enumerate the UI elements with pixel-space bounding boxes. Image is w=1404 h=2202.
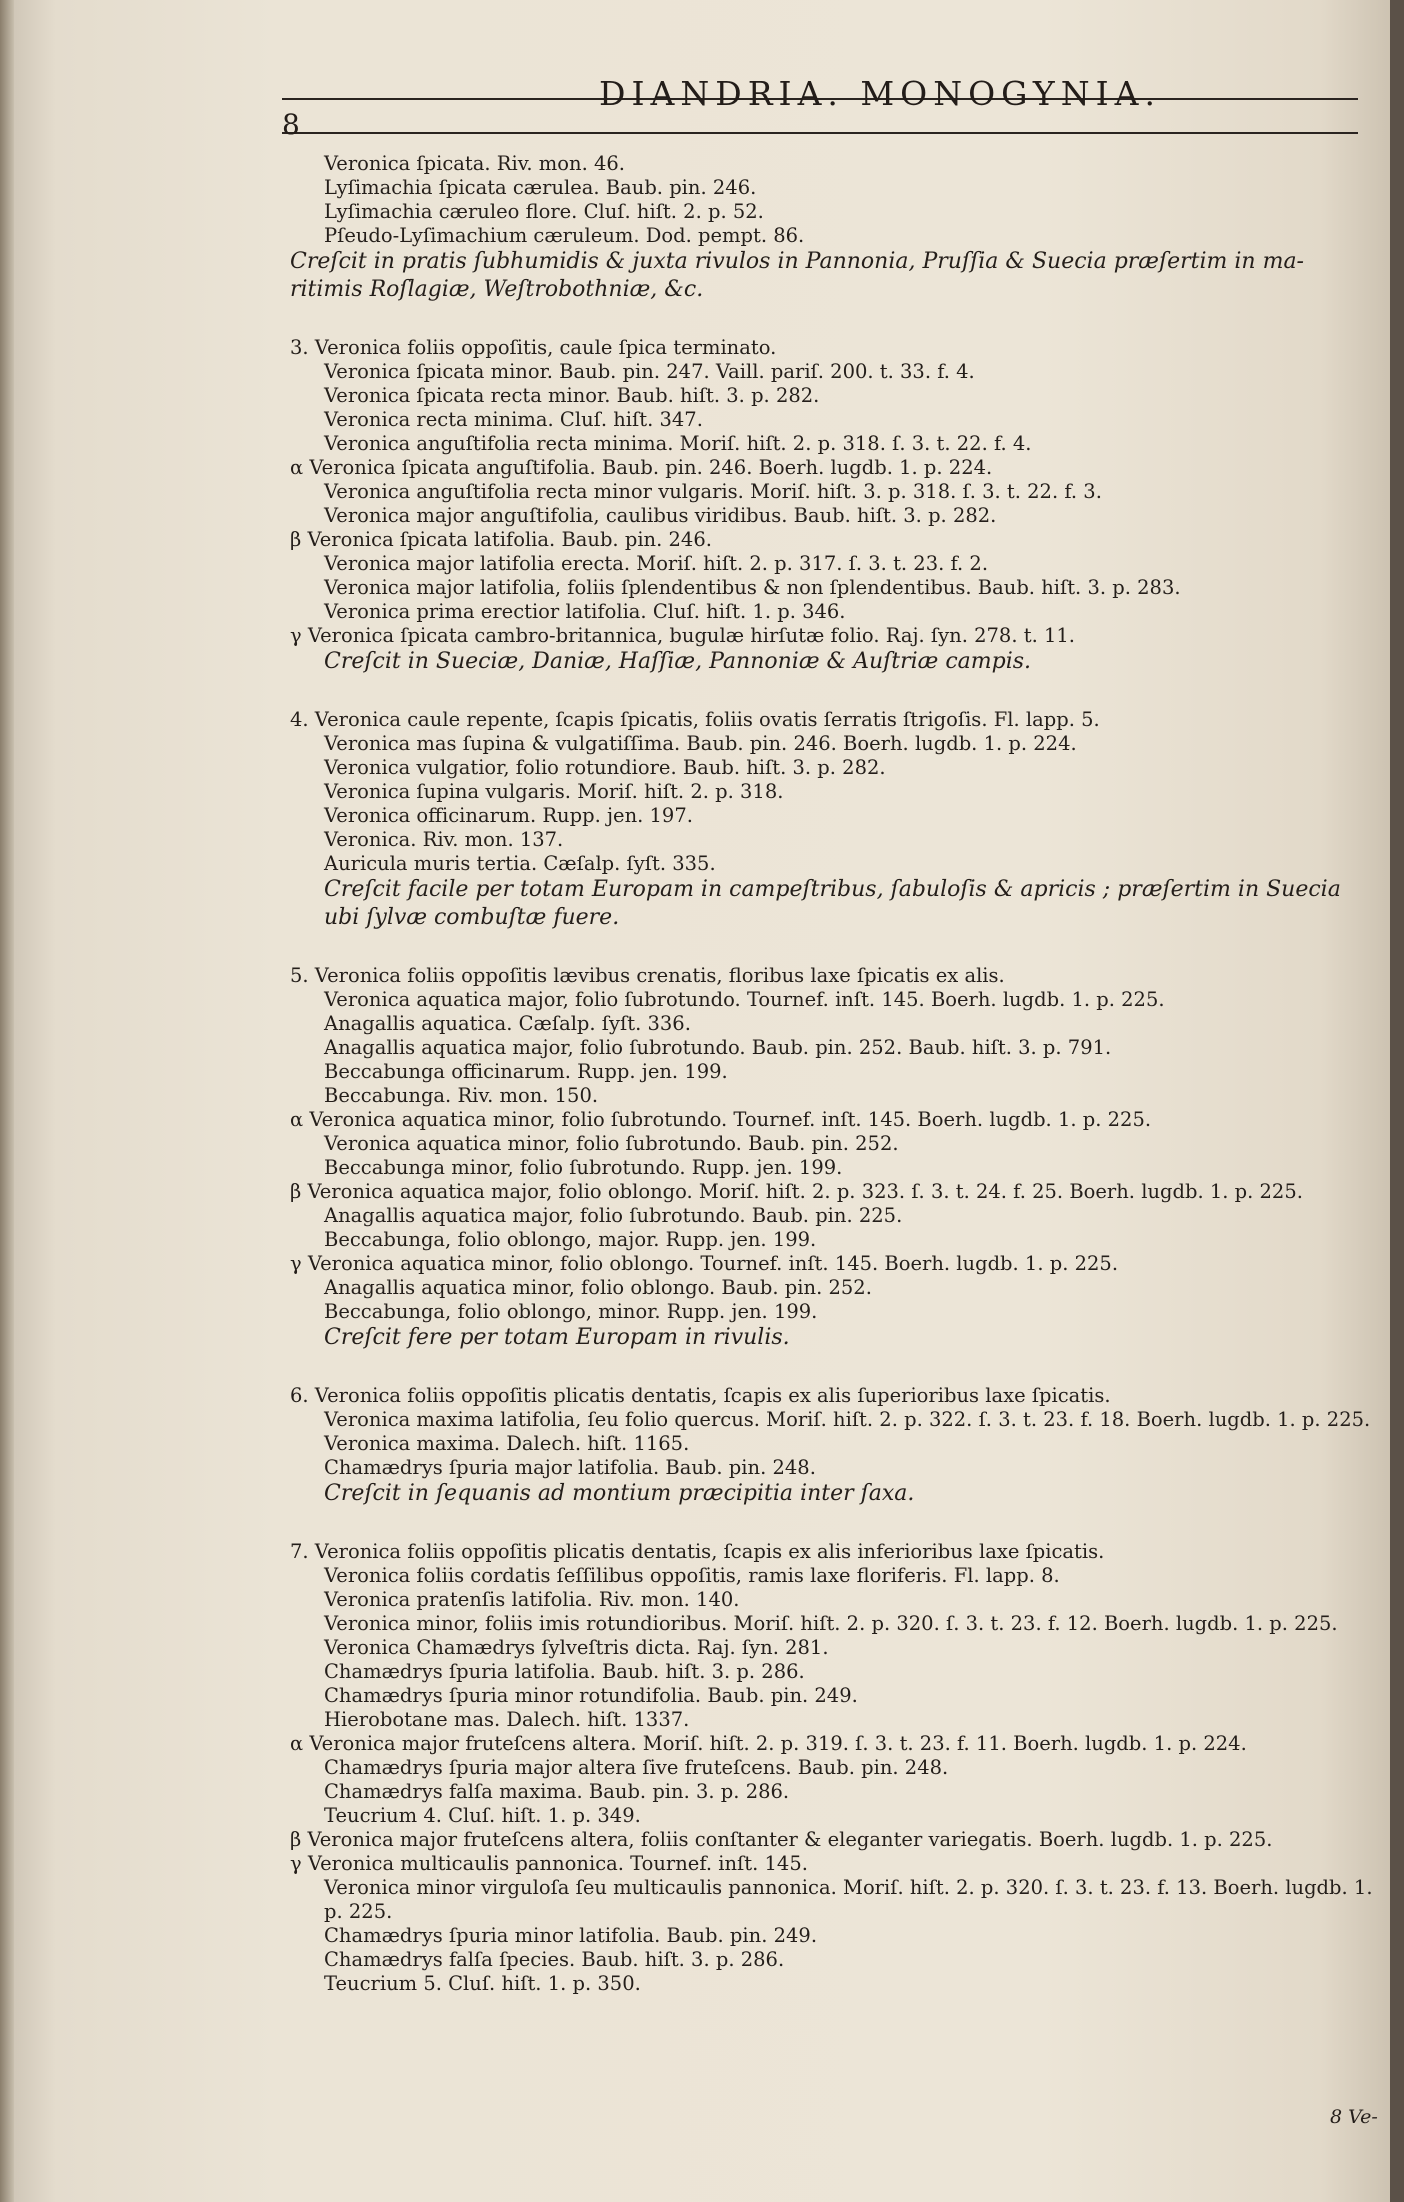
synonym-line: Veronica ſpicata recta minor. Baub. hiſt. 3. p. 282. — [324, 384, 820, 407]
synonym-line: Veronica maxima latifolia, ſeu folio quercus. Moriſ. hiſt. 2. p. 322. ſ. 3. t. 23. f. 18. Boerh. lugdb. 1. p. 225. — [324, 1408, 1371, 1431]
species-entry: γ Veronica multicaulis pannonica. Tournef. inſt. 145. — [290, 1852, 808, 1875]
habitat-note: Creſcit in Sueciæ, Daniæ, Haſſiæ, Pannoniæ & Auſtriæ campis. — [324, 649, 1032, 674]
species-entry: β Veronica aquatica major, folio oblongo. Moriſ. hiſt. 2. p. 323. ſ. 3. t. 24. f. 25. Boerh. lugdb. 1. p. 225. — [290, 1180, 1303, 1203]
synonym-line: Veronica aquatica minor, folio ſubrotundo. Baub. pin. 252. — [324, 1132, 899, 1155]
synonym-line: Hierobotane mas. Dalech. hiſt. 1337. — [324, 1708, 690, 1731]
species-entry: β Veronica major fruteſcens altera, foliis conſtanter & eleganter variegatis. Boerh. lugdb. 1. p. 225. — [290, 1828, 1273, 1851]
synonym-line: Lyſimachia ſpicata cærulea. Baub. pin. 246. — [324, 176, 757, 199]
page-number: 8 — [282, 108, 300, 141]
synonym-line: Chamædrys falſa maxima. Baub. pin. 3. p. 286. — [324, 1780, 790, 1803]
species-entry: γ Veronica ſpicata cambro-britannica, bugulæ hirſutæ folio. Raj. ſyn. 278. t. 11. — [290, 624, 1075, 647]
habitat-note: ritimis Roſlagiæ, Weſtrobothniæ, &c. — [290, 277, 704, 302]
synonym-line: Veronica officinarum. Rupp. jen. 197. — [324, 804, 693, 827]
synonym-line: Veronica vulgatior, folio rotundiore. Baub. hiſt. 3. p. 282. — [324, 756, 886, 779]
synonym-line: Veronica. Riv. mon. 137. — [324, 828, 564, 851]
species-entry: 3. Veronica foliis oppoſitis, caule ſpica terminato. — [290, 336, 777, 359]
synonym-line: Anagallis aquatica major, folio ſubrotundo. Baub. pin. 225. — [324, 1204, 903, 1227]
synonym-line: Anagallis aquatica major, folio ſubrotundo. Baub. pin. 252. Baub. hiſt. 3. p. 791. — [324, 1036, 1112, 1059]
synonym-line: Chamædrys ſpuria major latifolia. Baub. pin. 248. — [324, 1456, 816, 1479]
synonym-line: Veronica major latifolia, foliis ſplendentibus & non ſplendentibus. Baub. hiſt. 3. p. 283. — [324, 576, 1181, 599]
synonym-line: Veronica major anguſtifolia, caulibus viridibus. Baub. hiſt. 3. p. 282. — [324, 504, 997, 527]
synonym-line: Beccabunga, folio oblongo, minor. Rupp. jen. 199. — [324, 1300, 818, 1323]
habitat-note: Creſcit in pratis ſubhumidis & juxta rivulos in Pannonia, Pruſſia & Suecia præſertim in ma- — [290, 249, 1304, 274]
synonym-line: Veronica minor, foliis imis rotundioribus. Moriſ. hiſt. 2. p. 320. ſ. 3. t. 23. f. 12. Boerh. lugdb. 1. p. 225. — [324, 1612, 1338, 1635]
synonym-line: Beccabunga minor, folio ſubrotundo. Rupp. jen. 199. — [324, 1156, 843, 1179]
habitat-note: Creſcit fere per totam Europam in rivulis. — [324, 1325, 790, 1350]
synonym-line: Beccabunga, folio oblongo, major. Rupp. jen. 199. — [324, 1228, 817, 1251]
synonym-line: Teucrium 5. Cluſ. hiſt. 1. p. 350. — [324, 1972, 641, 1995]
synonym-line: Veronica major latifolia erecta. Moriſ. hiſt. 2. p. 317. ſ. 3. t. 23. f. 2. — [324, 552, 989, 575]
species-entry: 7. Veronica foliis oppoſitis plicatis dentatis, ſcapis ex alis inferioribus laxe ſpicatis. — [290, 1540, 1105, 1563]
synonym-line: Veronica ſupina vulgaris. Moriſ. hiſt. 2. p. 318. — [324, 780, 784, 803]
synonym-line: Veronica foliis cordatis ſeſſilibus oppoſitis, ramis laxe floriferis. Fl. lapp. 8. — [324, 1564, 1060, 1587]
synonym-line: Pſeudo-Lyſimachium cæruleum. Dod. pempt. 86. — [324, 224, 805, 247]
section-gap — [290, 676, 1370, 708]
species-entry: α Veronica aquatica minor, folio ſubrotundo. Tournef. inſt. 145. Boerh. lugdb. 1. p. 225. — [290, 1108, 1152, 1131]
section-gap — [290, 1508, 1370, 1540]
synonym-line: p. 225. — [324, 1900, 393, 1923]
synonym-line: Veronica prima erectior latifolia. Cluſ. hiſt. 1. p. 346. — [324, 600, 846, 623]
synonym-line: Veronica anguſtifolia recta minima. Moriſ. hiſt. 2. p. 318. ſ. 3. t. 22. f. 4. — [324, 432, 1032, 455]
page-body — [290, 152, 1373, 1996]
synonym-line: Veronica minor virguloſa ſeu multicaulis pannonica. Moriſ. hiſt. 2. p. 320. ſ. 3. t. 23. f. 13. Boerh. lugdb. 1. — [324, 1876, 1373, 1899]
habitat-note: ubi ſylvæ combuſtæ fuere. — [324, 905, 620, 930]
species-entry: γ Veronica aquatica minor, folio oblongo. Tournef. inſt. 145. Boerh. lugdb. 1. p. 225. — [290, 1252, 1119, 1275]
synonym-line: Auricula muris tertia. Cæſalp. ſyſt. 335. — [324, 852, 716, 875]
section-gap — [290, 304, 1370, 336]
synonym-line: Chamædrys ſpuria minor rotundifolia. Baub. pin. 249. — [324, 1684, 858, 1707]
species-entry: 4. Veronica caule repente, ſcapis ſpicatis, foliis ovatis ſerratis ſtrigoſis. Fl. lapp. 5. — [290, 708, 1100, 731]
habitat-note: Creſcit facile per totam Europam in campeſtribus, ſabuloſis & apricis ; præſertim in Suecia — [324, 877, 1341, 902]
species-entry: β Veronica ſpicata latifolia. Baub. pin. 246. — [290, 528, 712, 551]
synonym-line: Beccabunga. Riv. mon. 150. — [324, 1084, 599, 1107]
synonym-line: Veronica mas ſupina & vulgatiſſima. Baub. pin. 246. Boerh. lugdb. 1. p. 224. — [324, 732, 1077, 755]
header-rule-bottom — [282, 132, 1358, 134]
species-entry: 5. Veronica foliis oppoſitis lævibus crenatis, floribus laxe ſpicatis ex alis. — [290, 964, 1005, 987]
synonym-line: Teucrium 4. Cluſ. hiſt. 1. p. 349. — [324, 1804, 641, 1827]
synonym-line: Veronica recta minima. Cluſ. hiſt. 347. — [324, 408, 703, 431]
species-entry: 6. Veronica foliis oppoſitis plicatis dentatis, ſcapis ex alis ſuperioribus laxe ſpicatis. — [290, 1384, 1111, 1407]
synonym-line: Veronica anguſtifolia recta minor vulgaris. Moriſ. hiſt. 3. p. 318. ſ. 3. t. 22. f. 3. — [324, 480, 1102, 503]
synonym-line: Veronica ſpicata minor. Baub. pin. 247. Vaill. pariſ. 200. t. 33. f. 4. — [324, 360, 975, 383]
synonym-line: Anagallis aquatica minor, folio oblongo. Baub. pin. 252. — [324, 1276, 872, 1299]
synonym-line: Lyſimachia cæruleo flore. Cluſ. hiſt. 2. p. 52. — [324, 200, 764, 223]
synonym-line: Veronica pratenſis latifolia. Riv. mon. 140. — [324, 1588, 740, 1611]
section-gap — [290, 1352, 1370, 1384]
catchword: 8 Ve- — [1330, 2106, 1378, 2128]
synonym-line: Veronica ſpicata. Riv. mon. 46. — [324, 152, 625, 175]
synonym-line: Veronica maxima. Dalech. hiſt. 1165. — [324, 1432, 690, 1455]
synonym-line: Beccabunga officinarum. Rupp. jen. 199. — [324, 1060, 728, 1083]
synonym-line: Chamædrys falſa ſpecies. Baub. hiſt. 3. p. 286. — [324, 1948, 785, 1971]
synonym-line: Veronica aquatica major, folio ſubrotundo. Tournef. inſt. 145. Boerh. lugdb. 1. p. 225. — [324, 988, 1165, 1011]
running-head: DIANDRIA. MONOGYNIA. — [599, 74, 1161, 113]
species-entry: α Veronica ſpicata anguſtifolia. Baub. pin. 246. Boerh. lugdb. 1. p. 224. — [290, 456, 993, 479]
section-gap — [290, 932, 1370, 964]
synonym-line: Chamædrys ſpuria major altera ſive fruteſcens. Baub. pin. 248. — [324, 1756, 949, 1779]
page-gutter — [0, 0, 14, 2202]
synonym-line: Chamædrys ſpuria minor latifolia. Baub. pin. 249. — [324, 1924, 818, 1947]
species-entry: α Veronica major fruteſcens altera. Moriſ. hiſt. 2. p. 319. ſ. 3. t. 23. f. 11. Boerh. lugdb. 1. p. 224. — [290, 1732, 1247, 1755]
synonym-line: Anagallis aquatica. Cæſalp. ſyſt. 336. — [324, 1012, 691, 1035]
synonym-line: Veronica Chamædrys ſylveſtris dicta. Raj. ſyn. 281. — [324, 1636, 829, 1659]
synonym-line: Chamædrys ſpuria latifolia. Baub. hiſt. 3. p. 286. — [324, 1660, 805, 1683]
habitat-note: Creſcit in ſequanis ad montium præcipitia inter ſaxa. — [324, 1481, 915, 1506]
